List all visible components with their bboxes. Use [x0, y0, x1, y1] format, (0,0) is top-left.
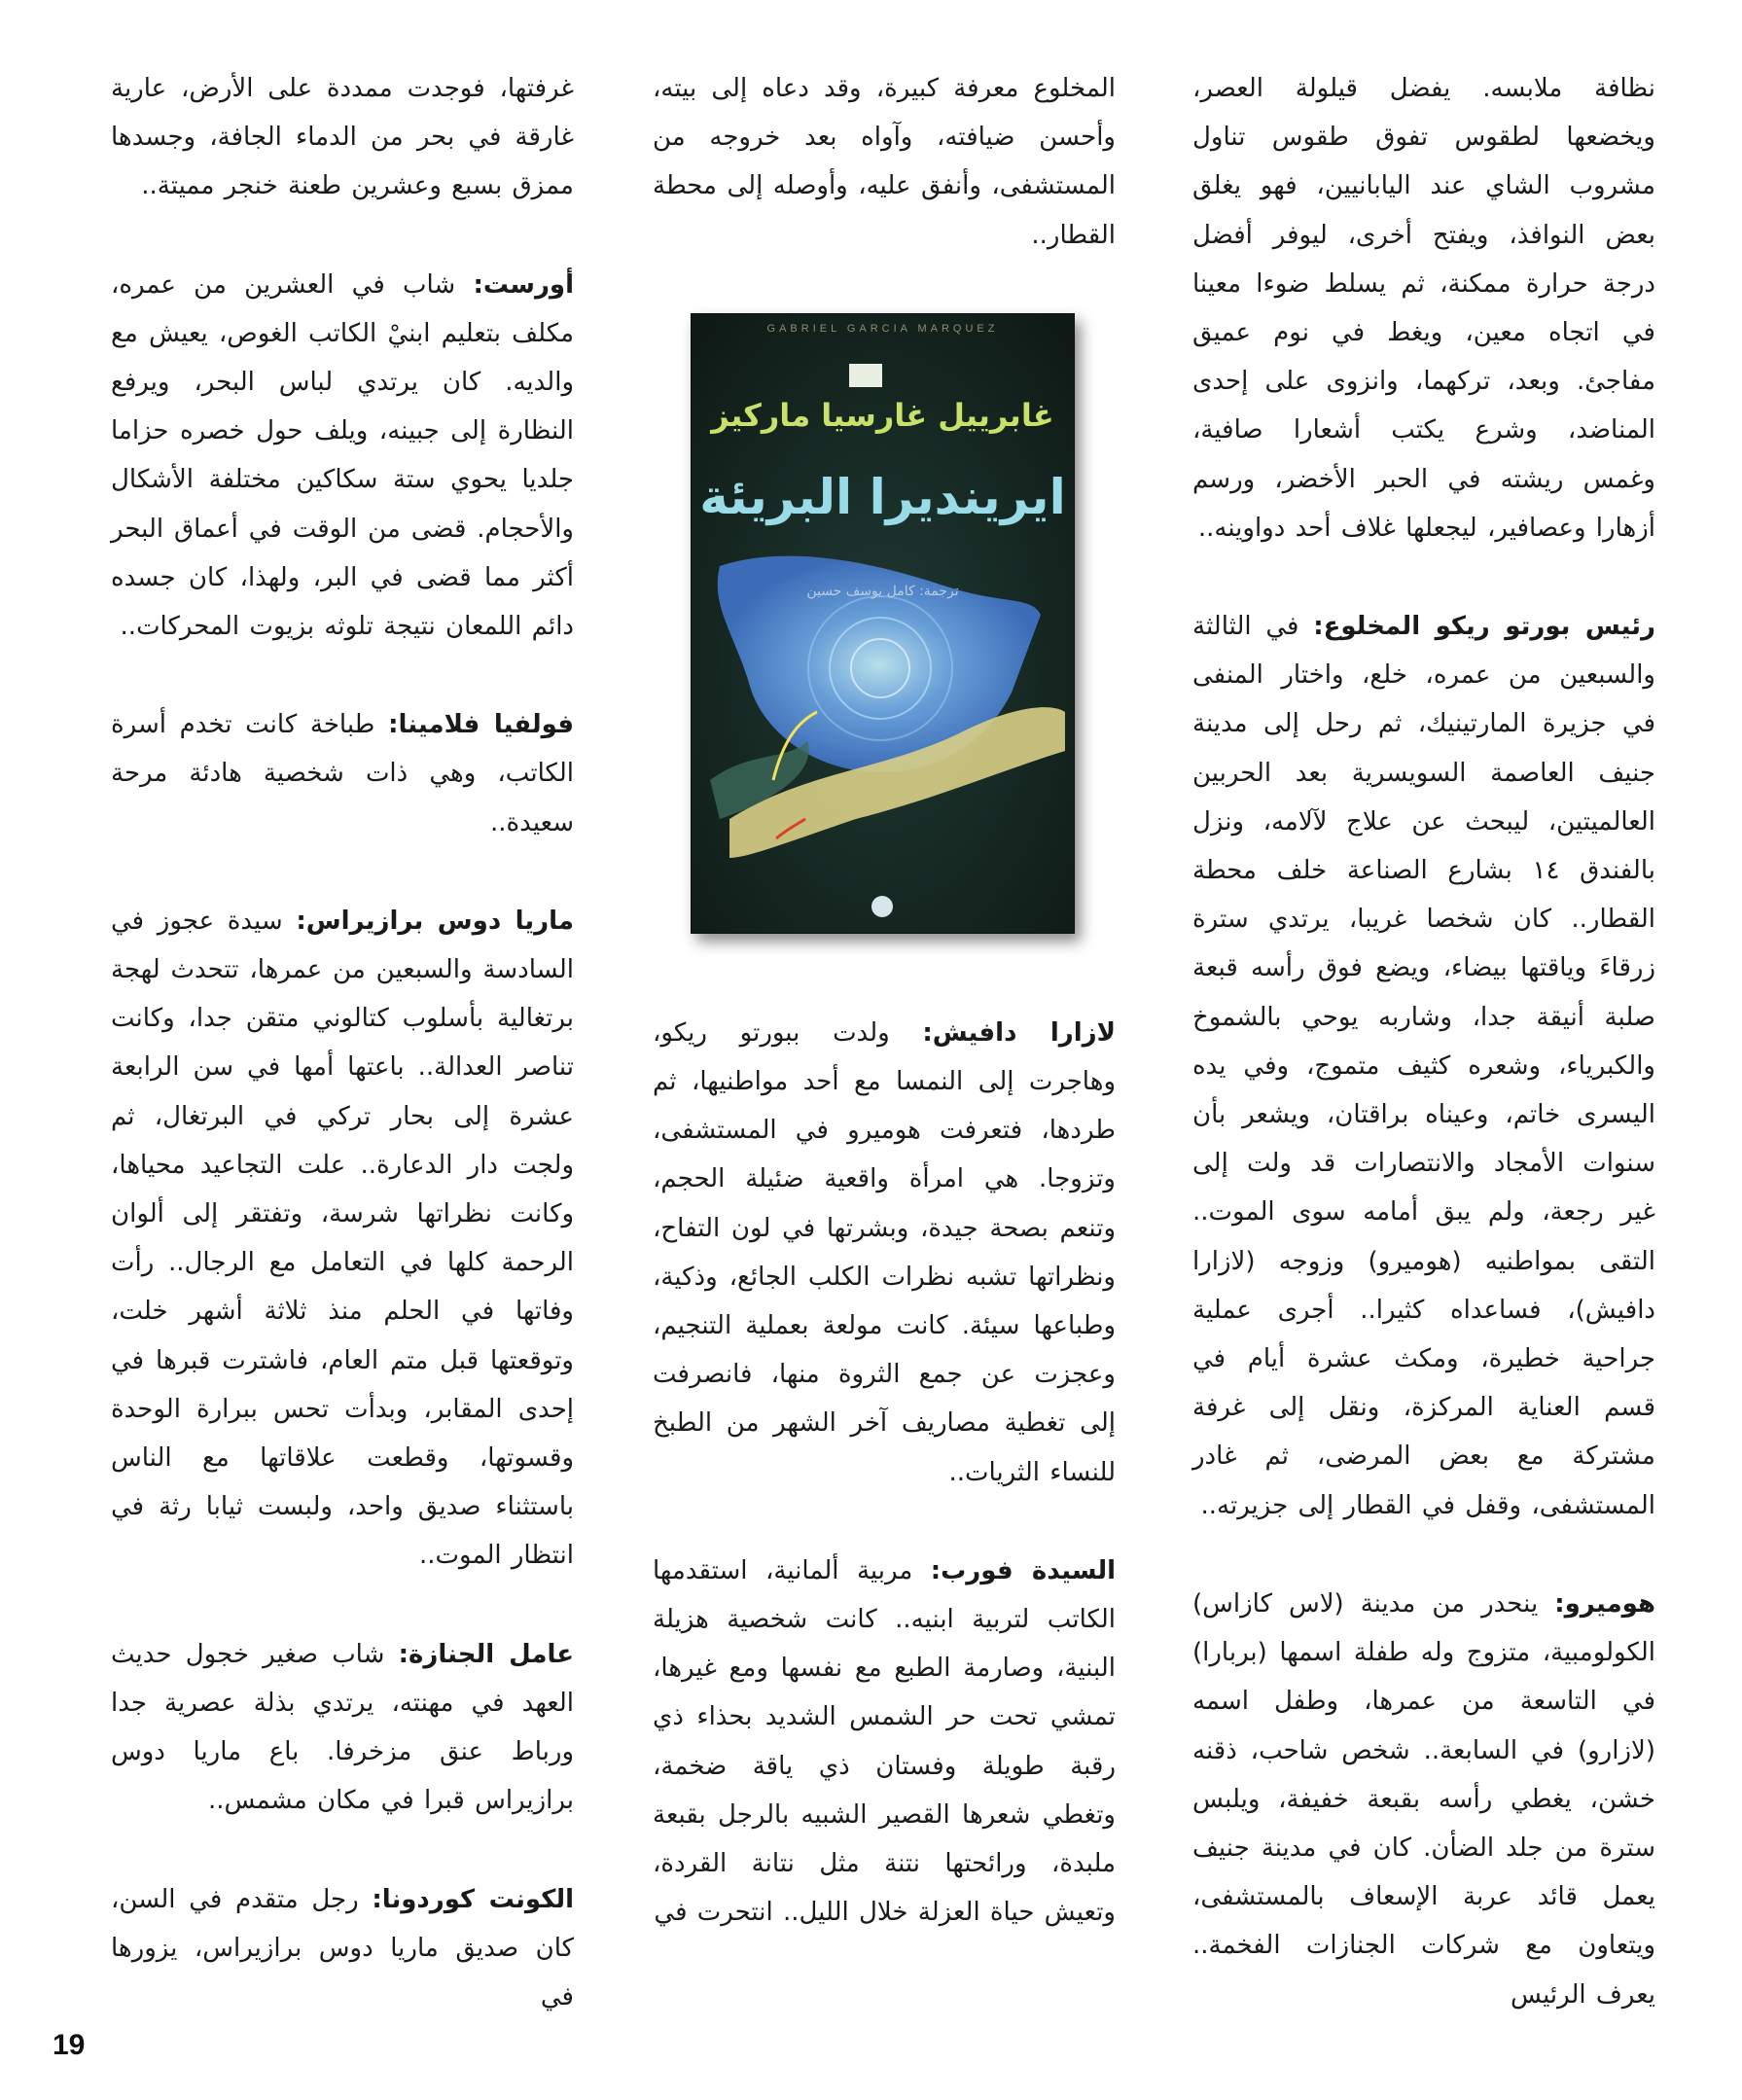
paragraph: لازارا دافيش: ولدت ببورتو ريكو، وهاجرت إلى النمسا مع أحد مواطنيها، ثم طردها، فتعرفت هوميرو في المستشفى، وتزوجا. هي امرأة واقعية ضئيلة الحجم، وتنعم بصحة جيدة، وبشرتها في لون التفاح، ونظراتها تشبه نظرات الكلب الجائع، وذكية، وطباعها سيئة. كانت مولعة بعملية التنجيم، وعجزت عن جمع الثروة منها، فانصرفت إلى تغطية مصاريف آخر الشهر من الطبخ للنساء الثريات.. [653, 1017, 1117, 1487]
paragraph: رئيس بورتو ريكو المخلوع: في الثالثة والسبعين من عمره، خلع، واختار المنفى في جزيرة المارتينيك، ثم رحل إلى مدينة جنيف العاصمة السويسرية بعد الحربين العالميتين، ليبحث عن علاج لآلامه، ونزل بالفندق ١٤ بشارع الصناعة خلف محطة القطار.. كان شخصا غريبا، يرتدي سترة زرقاءَ وياقتها بيضاء، ويضع فوق رأسه قبعة صلبة أنيقة جدا، وشاربه يوحي بالشموخ والكبرياء، وشعره كثيف متموج، وفي يده اليسرى خاتم، وعيناه براقتان، ويشعر بأن سنوات الأمجاد والانتصارات قد ولت إلى غير رجعة، ولم يبق أمامه سوى الموت.. التقى بمواطنيه (هوميرو) وزوجه (لازارا دافيش)، فساعداه كثيرا.. أجرى عملية جراحية خطيرة، ومكث عشرة أيام في قسم العناية المركزة، ونقل إلى غرفة مشتركة مع بعض المرضى، ثم غادر المستشفى، وقفل في القطار إلى جزيرته.. [1192, 612, 1656, 1520]
character-name: السيدة فورب: [930, 1555, 1116, 1585]
paragraph: عامل الجنازة: شاب صغير خجول حديث العهد في مهنته، يرتدي بذلة عصرية جدا ورباط عنق مزخرفا. باع ماريا دوس برازيراس قبرا في مكان مشمس.. [111, 1639, 575, 1816]
character-name: ماريا دوس برازيراس: [296, 906, 575, 936]
paragraph: ماريا دوس برازيراس: سيدة عجوز في السادسة والسبعين من عمرها، تتحدث لهجة برتغالية بأسلوب كتالوني متقن جدا، وكانت تناصر العدالة.. باعتها أمها في سن الرابعة عشرة إلى بحار تركي في البرتغال، ثم ولجت دار الدعارة.. علت التجاعيد محياها، وكانت نظراتها شرسة، وتفتقر إلى ألوان الرحمة كلها في التعامل مع الرجال.. رأت وفاتها في الحلم منذ ثلاثة أشهر خلت، وتوقعتها قبل متم العام، فاشترت قبرها في إحدى المقابر، وبدأت تحس ببرارة الوحدة وقسوتها، وقطعت علاقاتها مع الناس باستثناء صديق واحد، ولبست ثيابا رثة في انتظار الموت.. [111, 906, 575, 1571]
character-name: رئيس بورتو ريكو المخلوع: [1313, 612, 1655, 642]
paragraph: المخلوع معرفة كبيرة، وقد دعاه إلى بيته، وأحسن ضيافته، وآواه بعد خروجه من المستشفى، وأنفق عليه، وأوصله إلى محطة القطار.. [653, 74, 1116, 250]
column-left [111, 64, 574, 2071]
book-title: ايرينديرا البريئة [699, 469, 1066, 525]
paragraph: الكونت كوردونا: رجل متقدم في السن، كان صديق ماريا دوس برازيراس، يزورها في [111, 1884, 575, 2011]
character-name: فولفيا فلامينا: [388, 710, 574, 740]
paragraph: هوميرو: ينحدر من مدينة (لاس كازاس) الكولومبية، متزوج وله طفلة اسمها (بربارا) في التاسعة من عمرها، وطفل اسمه (لازارو) في السابعة.. شخص شاحب، ذقنه خشن، يغطي رأسه بقبعة خفيفة، ويلبس سترة من جلد الضأن. كان في مدينة جنيف يعمل قائد عربة الإسعاف بالمستشفى، ويتعاون مع شركات الجنازات الفخمة.. يعرف الرئيس [1192, 1588, 1655, 2010]
column-right [1192, 64, 1655, 2069]
page-number: 19 [53, 2029, 86, 2061]
paragraph: السيدة فورب: مربية ألمانية، استقدمها الكاتب لتربية ابنيه.. كانت شخصية هزيلة البنية، وصارمة الطبع مع نفسها ومع غيرها، تمشي تحت حر الشمس الشديد بحذاء ذي رقبة طويلة وفستان ذي ياقة ضخمة، وتغطي شعرها القصير الشبيه بالرجل بقبعة ملبدة، ورائحتها نتنة مثل نتانة القردة، وتعيش حياة العزلة خلال الليل.. انتحرت في [653, 1555, 1116, 1928]
book-author-arabic: غابرييل غارسيا ماركيز [711, 397, 1054, 434]
character-name: الكونت كوردونا: [372, 1884, 575, 1914]
book-translator: ترجمة: كامل يوسف حسين [806, 584, 959, 599]
paragraph: أورست: شاب في العشرين من عمره، مكلف بتعليم ابنيْ الكاتب الغوص، يعيش مع والديه. كان يرتدي لباس البحر، ويرفع النظارة إلى جبينه، ويلف حول خصره حزاما جلديا يحوي ستة سكاكين مختلفة الأشكال والأحجام. قضى من الوقت في أعماق البحر أكثر مما قضى في البر، ولهذا، كان جسده دائم اللمعان نتيجة تلوثه بزيوت المحركات.. [111, 269, 574, 642]
paragraph: نظافة ملابسه. يفضل قيلولة العصر، ويخضعها لطقوس تفوق طقوس تناول مشروب الشاي عند اليابانيين، فهو يغلق بعض النوافذ، ويفتح أخرى، ليوفر أفضل درجة حرارة ممكنة، ثم يسلط ضوءا معينا في اتجاه معين، ويغط في نوم عميق مفاجئ. وبعد، تركهما، وانزوى على إحدى المناضد، وشرع يكتب أشعارا صافية، وغمس ريشته في الحبر الأخضر، ورسم أزهارا وعصافير، ليجعلها غلاف أحد دواوينه.. [1192, 74, 1655, 543]
character-name: عامل الجنازة: [398, 1639, 575, 1669]
character-name: أورست: [473, 269, 574, 300]
character-name: لازارا دافيش: [922, 1017, 1117, 1048]
publisher-logo [849, 364, 882, 387]
book-cover [691, 313, 1075, 934]
character-name: هوميرو: [1554, 1588, 1655, 1619]
paragraph: غرفتها، فوجدت ممددة على الأرض، عارية غارقة في بحر من الدماء الجافة، وجسدها ممزق بسبع وعشرين طعنة خنجر مميتة.. [111, 74, 574, 201]
paragraph: فولفيا فلامينا: طباخة كانت تخدم أسرة الكاتب، وهي ذات شخصية هادئة مرحة سعيدة.. [111, 710, 574, 837]
book-author-latin: GABRIEL GARCIA MARQUEZ [766, 323, 999, 335]
publisher-emblem [871, 896, 893, 917]
